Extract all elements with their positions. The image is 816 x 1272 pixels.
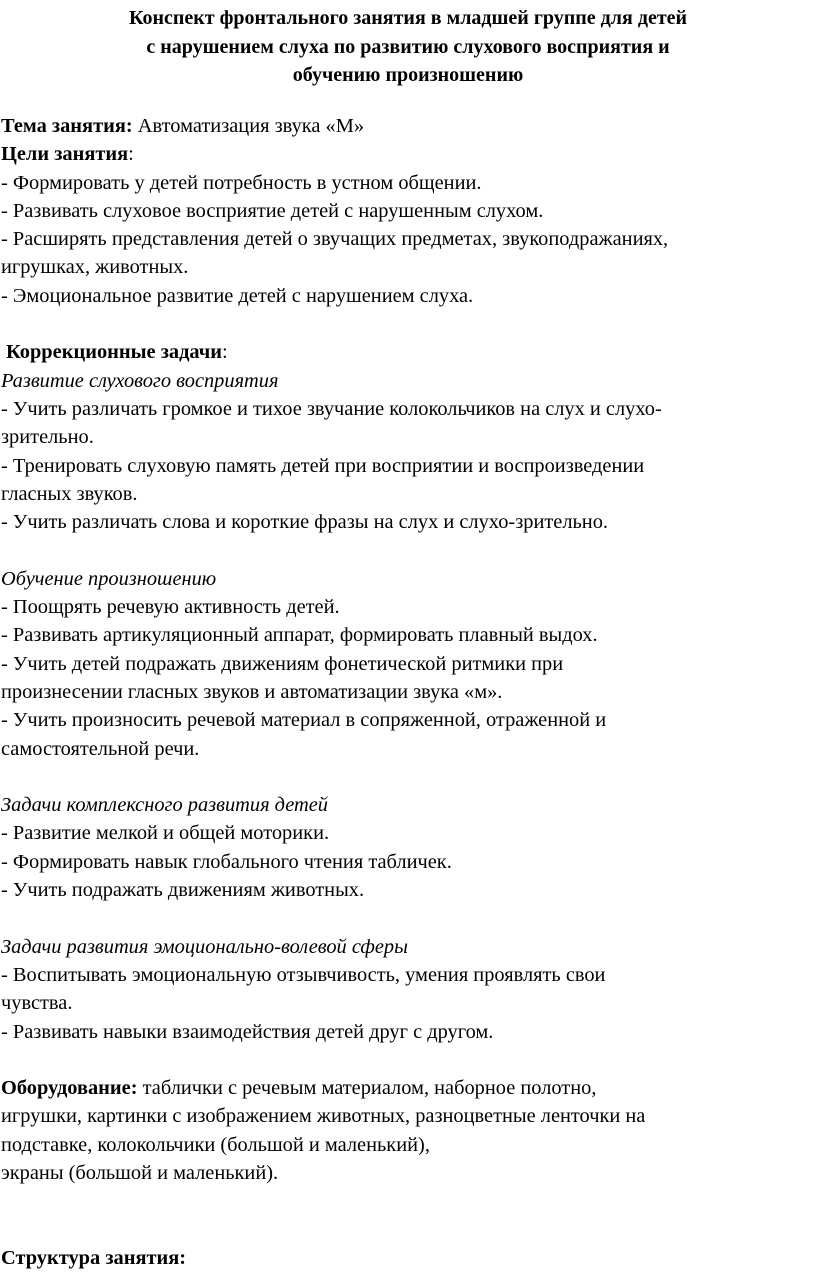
- structure-heading: Структура занятия:: [1, 1246, 187, 1269]
- goal-item: - Расширять представления детей о звучащих предметах, звукоподражаниях,: [1, 228, 669, 251]
- section-line: произнесении гласных звуков и автоматизации звука «м».: [1, 680, 503, 703]
- section-line: - Развивать артикуляционный аппарат, формировать плавный выдох.: [1, 624, 598, 647]
- section-line: - Развивать навыки взаимодействия детей друг с другом.: [1, 1020, 494, 1043]
- equipment-line: игрушки, картинки с изображением животных, разноцветные ленточки на: [1, 1105, 646, 1128]
- section-line: - Учить детей подражать движениям фонетической ритмики при: [1, 652, 564, 675]
- goals-label: Цели занятия: [1, 143, 129, 166]
- section-line: чувства.: [1, 992, 73, 1015]
- document-body: [1, 112, 813, 1272]
- topic-value: Автоматизация звука «М»: [132, 115, 365, 137]
- section-line: зрительно.: [1, 426, 94, 449]
- equipment-text: таблички с речевым материалом, наборное полотно,: [137, 1077, 597, 1100]
- title-line-2: с нарушением слуха по развитию слухового восприятия и: [146, 35, 670, 58]
- goal-item: - Формировать у детей потребность в устном общении.: [1, 171, 482, 194]
- section-line: гласных звуков.: [1, 482, 138, 505]
- goal-item: - Развивать слуховое восприятие детей с нарушенным слухом.: [1, 199, 544, 222]
- section-line: - Поощрять речевую активность детей.: [1, 596, 340, 619]
- goal-item: игрушках, животных.: [1, 256, 189, 279]
- goals-heading: [1, 140, 813, 168]
- section-line: - Тренировать слуховую память детей при восприятии и воспроизведении: [1, 454, 645, 477]
- correction-heading: [1, 338, 813, 366]
- goal-item: - Эмоциональное развитие детей с нарушением слуха.: [1, 284, 474, 307]
- section-line: - Учить различать слова и короткие фразы на слух и слухо-зрительно.: [1, 511, 608, 534]
- section-line: самостоятельной речи.: [1, 737, 200, 760]
- topic-label: Тема занятия:: [1, 115, 133, 137]
- topic-line: [1, 112, 813, 140]
- equipment-line: подставке, колокольчики (большой и маленький),: [1, 1133, 430, 1156]
- section-heading: Задачи комплексного развития детей: [1, 794, 328, 817]
- document-title: [0, 4, 816, 90]
- section-line: - Учить различать громкое и тихое звучание колокольчиков на слух и слухо-: [1, 397, 662, 420]
- title-line-1: Конспект фронтального занятия в младшей группе для детей: [128, 7, 688, 29]
- section-line: - Формировать навык глобального чтения табличек.: [1, 850, 452, 873]
- section-line: - Воспитывать эмоциональную отзывчивость, умения проявлять свои: [1, 963, 606, 986]
- goals-colon: :: [128, 143, 134, 166]
- equipment-label: Оборудование:: [1, 1077, 138, 1100]
- title-line-3: обучению произношению: [292, 64, 524, 86]
- section-line: - Учить подражать движениям животных.: [1, 879, 365, 902]
- section-line: - Развитие мелкой и общей моторики.: [1, 822, 330, 845]
- equipment-line: экраны (большой и маленький).: [1, 1161, 279, 1184]
- correction-colon: :: [222, 341, 228, 364]
- section-line: - Учить произносить речевой материал в сопряженной, отраженной и: [1, 709, 607, 732]
- section-heading: Обучение произношению: [1, 567, 217, 590]
- equipment-line: [1, 1074, 813, 1102]
- section-heading: Развитие слухового восприятия: [1, 369, 279, 392]
- correction-label: Коррекционные задачи: [6, 341, 223, 364]
- section-heading: Задачи развития эмоционально-волевой сферы: [1, 935, 408, 958]
